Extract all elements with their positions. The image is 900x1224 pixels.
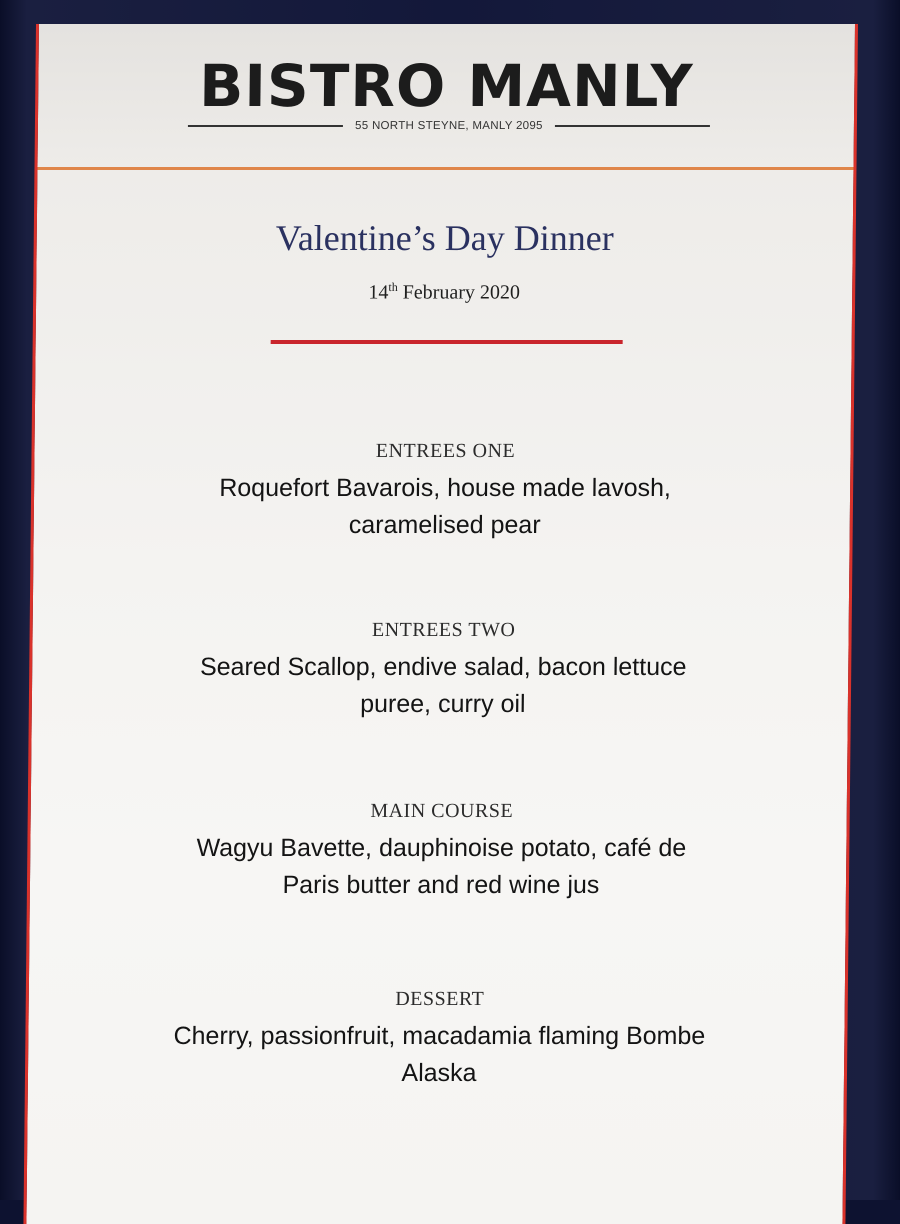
course-heading: DESSERT [395,988,485,1010]
restaurant-address: 55 NORTH STEYNE, MANLY 2095 [355,120,543,132]
course-heading: ENTREES TWO [371,619,516,641]
restaurant-name: BISTRO MANLY [198,52,694,120]
course-dish [68,1018,811,1092]
address-rule-left [188,125,343,127]
course-dish-line: Cherry, passionfruit, macadamia flaming Bombe [173,1022,706,1050]
course-dish [92,649,795,723]
course-dish-line: Paris butter and red wine jus [282,871,600,899]
address-row [188,118,710,134]
event-date [36,274,852,306]
course-main [90,798,793,904]
address-rule-right [555,125,710,127]
course-dish-line: Wagyu Bavette, dauphinoise potato, café de [196,834,687,862]
event-date-day: 14 [368,281,389,304]
course-dessert [68,986,811,1092]
course-dish-line: Roquefort Bavarois, house made lavosh, [219,474,672,502]
title-divider [271,340,623,344]
course-dish [90,830,793,904]
course-dish-line: puree, curry oil [360,690,526,718]
event-title: Valentine’s Day Dinner [275,218,614,258]
event-date-month-year: February 2020 [397,281,521,304]
menu-sheet [23,24,858,1224]
course-dish-line: Alaska [401,1059,477,1087]
course-dish-line: caramelised pear [348,511,541,539]
course-entrees-one [94,438,797,544]
course-heading: MAIN COURSE [370,800,514,822]
menu-header [37,24,855,170]
course-entrees-two [92,617,795,723]
event-date-suffix: th [388,280,398,294]
course-heading: ENTREES ONE [375,440,516,462]
course-dish-line: Seared Scallop, endive salad, bacon lettuce [199,653,687,681]
course-dish [94,470,797,544]
